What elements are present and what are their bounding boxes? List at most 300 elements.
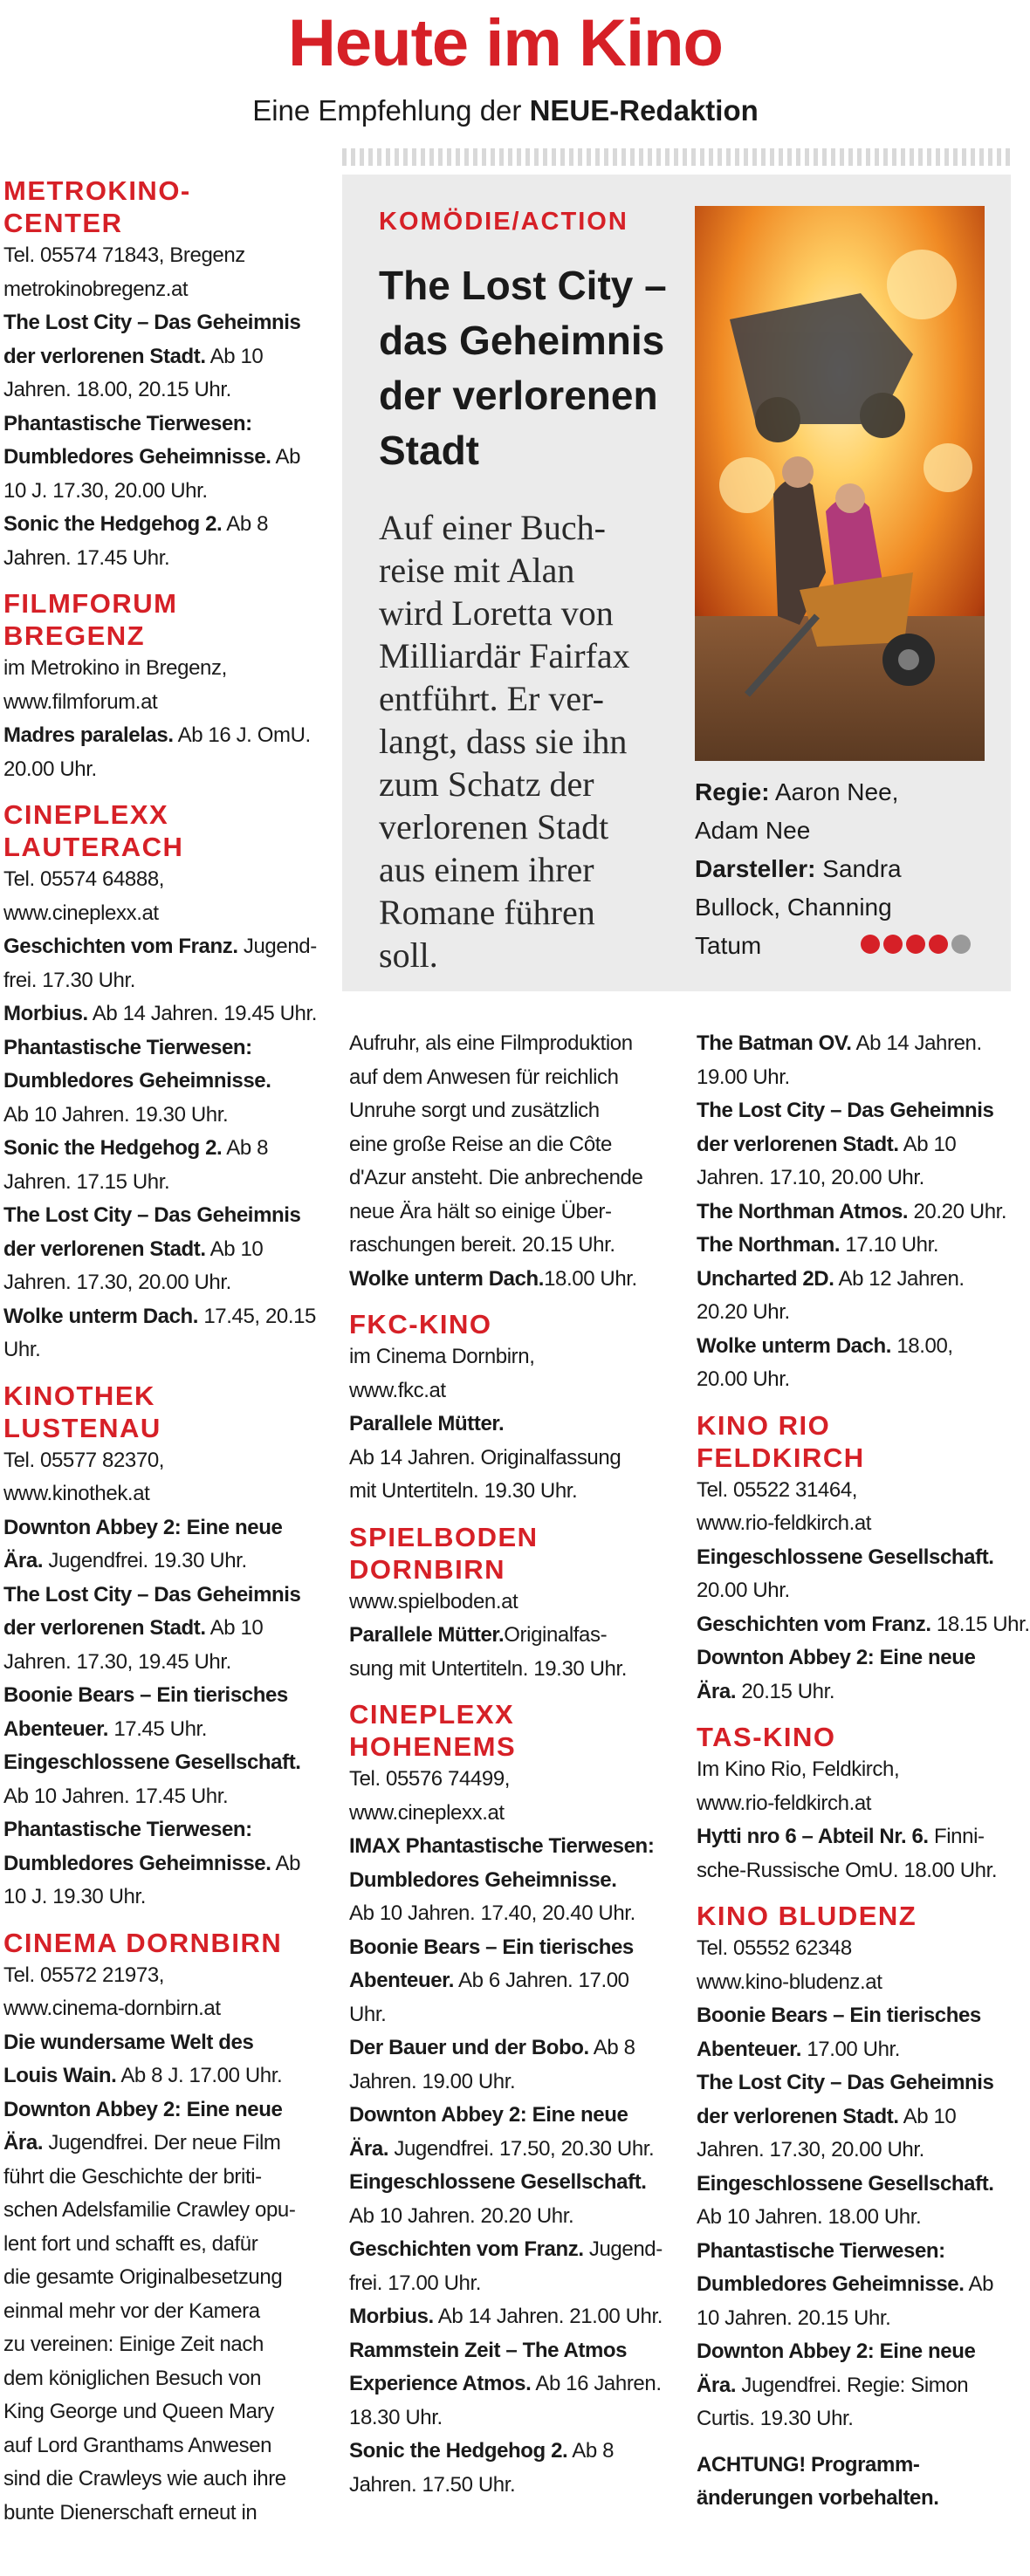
listing-text: zu vereinen: Einige Zeit nach (3, 2333, 264, 2356)
movie-title: der verlorenen Stadt. (697, 2104, 899, 2128)
listing-text: Ab 14 Jahren. 21.00 Uhr. (433, 2305, 663, 2328)
listing-line (697, 1999, 1011, 2033)
listing-line (349, 2469, 679, 2503)
venue-heading: LAUTERACH (3, 832, 184, 862)
movie-title: Rammstein Zeit – The Atmos (349, 2338, 628, 2362)
listing-line (3, 273, 333, 307)
listing-text: 17.45 Uhr. (108, 1716, 208, 1741)
listing-line (3, 2093, 333, 2127)
listing-line (697, 2201, 1011, 2235)
movie-title: The Batman OV. (697, 1031, 852, 1055)
feature-teaser-line: verlorenen Stadt (379, 807, 609, 846)
credit-cast-line-3: Tatum (695, 932, 762, 959)
listing-line (697, 2033, 1011, 2067)
listing-line (3, 1199, 333, 1233)
listing-text: 10 Jahren. 20.15 Uhr. (697, 2305, 891, 2330)
feature-title-line: Stadt (379, 428, 479, 473)
listing-text: Ab 10 Jahren. 17.40, 20.40 Uhr. (349, 1901, 635, 1925)
movie-title: Geschichten vom Franz. (3, 935, 238, 958)
rating-dot (906, 935, 925, 954)
listing-text: 18.00, (891, 1333, 953, 1358)
listing-text: raschungen bereit. 20.15 Uhr. (349, 1233, 615, 1257)
movie-title: Geschichten vom Franz. (349, 2237, 584, 2261)
listing-line (349, 1653, 679, 1687)
movie-title: The Lost City – Das Geheimnis (697, 2071, 994, 2094)
movie-title: Boonie Bears – Ein tierisches (697, 2004, 981, 2027)
listing-text: www.spielboden.at (349, 1589, 518, 1613)
rating-dot (951, 935, 971, 954)
venue-heading: FELDKIRCH (697, 1442, 865, 1473)
listing-line (349, 2435, 679, 2469)
listing-text: Tel. 05572 21973, (3, 1963, 165, 1987)
listing-line (349, 1442, 679, 1476)
listing-line (3, 863, 333, 897)
listing-line (3, 2127, 333, 2161)
listing-text: www.kino-bludenz.at (697, 1970, 882, 1994)
movie-title: Uncharted 2D. (697, 1266, 834, 1291)
listing-line (349, 2401, 679, 2436)
listing-line (3, 2059, 333, 2093)
movie-title: Geschichten vom Franz. (697, 1612, 931, 1636)
listing-text: Jugendfrei. Regie: Simon (736, 2373, 969, 2397)
listing-line (3, 1579, 333, 1613)
listing-text: www.cinema-dornbirn.at (3, 1997, 221, 2020)
listing-text: Jahren. 17.30, 20.00 Uhr. (697, 2138, 924, 2162)
feature-teaser-line: Milliardär Fairfax (379, 636, 630, 675)
venue-heading: CINEPLEXX (3, 799, 169, 830)
spacer (3, 575, 333, 587)
movie-title: Ära. (3, 2131, 44, 2155)
listing-text: Ab 16 Jahren. (531, 2372, 662, 2395)
listing-line (697, 1196, 1011, 1230)
venue-heading: HOHENEMS (349, 1731, 517, 1762)
movie-title: Ära. (349, 2136, 389, 2161)
movie-title: Parallele Mütter. (349, 1623, 505, 1647)
hatch-rule (342, 148, 1011, 166)
movie-title: Eingeschlossene Gesellschaft. (3, 1750, 301, 1774)
listing-text: Jahren. 17.30, 20.00 Uhr. (3, 1271, 231, 1294)
listing-text: lent fort und schafft es, dafür (3, 2231, 258, 2256)
listing-line (349, 1931, 679, 1965)
listing-line (3, 1099, 333, 1133)
listing-line (3, 1031, 333, 1065)
listing-line (3, 2026, 333, 2060)
listing-line (697, 1541, 1011, 1575)
venue-heading: METROKINO- (3, 175, 191, 206)
listing-line (697, 1363, 1011, 1397)
listing-text: www.cineplexx.at (3, 901, 159, 925)
feature-teaser-line: Romane führen (379, 893, 595, 932)
feature-teaser-line: aus einem ihrer (379, 850, 594, 889)
listing-line (349, 1619, 679, 1653)
listing-text: Jahren. 17.10, 20.00 Uhr. (697, 1166, 924, 1189)
movie-title: der verlorenen Stadt. (3, 1616, 206, 1640)
listing-text: Im Kino Rio, Feldkirch, (697, 1757, 900, 1781)
listing-text: Uhr. (349, 2002, 387, 2026)
listing-text: sche-Russische OmU. 18.00 Uhr. (697, 1858, 998, 1882)
listing-line (349, 1027, 679, 1061)
listing-line (697, 2100, 1011, 2134)
listing-text: 20.15 Uhr. (736, 1679, 835, 1703)
rating-dot (861, 935, 880, 954)
listing-line (3, 1612, 333, 1646)
venue-heading: DORNBIRN (349, 1553, 506, 1585)
listing-text: eine große Reise an die Côte (349, 1132, 612, 1156)
movie-title: Hytti nro 6 – Abteil Nr. 6. (697, 1825, 929, 1848)
venue-heading: KINO RIO (697, 1409, 831, 1441)
movie-title: Die wundersame Welt des (3, 2030, 254, 2054)
listing-text: sung mit Untertiteln. 19.30 Uhr. (349, 1656, 628, 1681)
listing-line (3, 2463, 333, 2497)
listing-line (349, 2233, 679, 2267)
movie-title: The Lost City – Das Geheimnis (3, 311, 301, 334)
listing-text: sind die Crawleys wie auch ihre (3, 2467, 286, 2490)
listing-line (349, 2267, 679, 2301)
listing-line (3, 964, 333, 998)
column-2 (349, 1027, 679, 2576)
listing-line (349, 1374, 679, 1408)
page-subtitle (0, 94, 1011, 127)
listing-line (3, 2295, 333, 2329)
listing-line (697, 2066, 1011, 2100)
listing-text: dem königlichen Besuch von (3, 2366, 262, 2390)
listing-line (3, 508, 333, 542)
listing-text: auf Lord Granthams Anwesen (3, 2433, 272, 2457)
listing-line (349, 1864, 679, 1898)
movie-title: Downton Abbey 2: Eine neue (3, 1515, 283, 1539)
listing-text: Ab 10 (205, 1237, 264, 1261)
listing-line (3, 1545, 333, 1579)
listing-text: d'Azur ansteht. Die anbrechende (349, 1166, 643, 1189)
listing-line (3, 1813, 333, 1847)
listing-line (349, 1229, 679, 1263)
listing-line (697, 1574, 1011, 1608)
listing-line (349, 2133, 679, 2167)
listing-text: neue Ära hält so einige Über- (349, 1199, 612, 1223)
listing-line (3, 2362, 333, 2396)
listing-text: einmal mehr vor der Kamera (3, 2299, 260, 2323)
listing-line (3, 340, 333, 374)
listing-line (349, 2031, 679, 2066)
movie-title: Wolke unterm Dach. (349, 1266, 545, 1291)
listing-line (349, 1061, 679, 1095)
listing-text: 20.20 Uhr. (697, 1300, 790, 1324)
venue-heading: FILMFORUM (3, 588, 178, 619)
listing-line (3, 1065, 333, 1099)
listing-line (3, 2261, 333, 2295)
listing-line (697, 2268, 1011, 2302)
listing-line (349, 2099, 679, 2133)
listing-text: Originalfas- (504, 1623, 608, 1647)
spacer (349, 1296, 679, 1308)
movie-title: Parallele Mütter. (349, 1412, 505, 1435)
listing-text: Ab 6 Jahren. 17.00 (454, 1969, 629, 1992)
feature-teaser-line: reise mit Alan (379, 551, 575, 590)
listing-line (3, 686, 333, 720)
column-3 (697, 1027, 1030, 2576)
listing-line (3, 1780, 333, 1814)
subtitle-brand: NEUE-Redaktion (529, 94, 759, 127)
cast-label: Darsteller: (695, 855, 816, 882)
credit-director-line (695, 773, 902, 812)
listing-line (3, 1646, 333, 1680)
listing-text: Ab 10 Jahren. 20.20 Uhr. (349, 2203, 574, 2228)
movie-title: Downton Abbey 2: Eine neue (697, 1646, 976, 1669)
listing-text: Ab 10 Jahren. 19.30 Uhr. (3, 1102, 229, 1127)
movie-title: Downton Abbey 2: Eine neue (697, 2340, 976, 2363)
listing-line (349, 1408, 679, 1442)
venue-heading: TAS-KINO (697, 1722, 836, 1752)
listing-text: Jahren. 17.50 Uhr. (349, 2472, 516, 2497)
rating-dot (883, 935, 903, 954)
listing-line (3, 2429, 333, 2463)
listing-line (349, 2300, 679, 2334)
spacer (349, 1686, 679, 1698)
movie-title: Downton Abbey 2: Eine neue (3, 2097, 283, 2121)
listing-line (349, 1763, 679, 1797)
listing-text: 20.00 Uhr. (3, 757, 97, 781)
movie-title: Boonie Bears – Ein tierisches (349, 1935, 634, 1959)
listing-line (3, 997, 333, 1031)
listing-line (3, 1477, 333, 1511)
movie-title: The Lost City – Das Geheimnis (3, 1582, 301, 1607)
movie-title: Phantastische Tierwesen: (3, 1035, 252, 1059)
feature-teaser-line: soll. (379, 935, 438, 975)
movie-title: Madres paralelas. (3, 723, 174, 747)
movie-title: Morbius. (349, 2305, 434, 2328)
venue-heading: KINO BLUDENZ (697, 1901, 917, 1931)
movie-title: Louis Wain. (3, 2064, 117, 2087)
listing-text: Ab 8 (222, 1136, 269, 1160)
listing-line (349, 1797, 679, 1831)
listing-text: Ab 10 (205, 344, 264, 368)
listing-line (3, 1266, 333, 1300)
listing-line (3, 239, 333, 273)
listing-line (697, 1296, 1011, 1330)
listing-line (349, 1964, 679, 1998)
listing-line (349, 2166, 679, 2200)
listing-text: 18.30 Uhr. (349, 2405, 443, 2429)
listing-line (3, 897, 333, 931)
listing-line (3, 2161, 333, 2195)
director-names: Aaron Nee, (769, 778, 899, 805)
listing-line (3, 1992, 333, 2026)
listing-line (3, 2194, 333, 2228)
listing-line (349, 1196, 679, 1230)
credit-director-line-2: Adam Nee (695, 817, 811, 844)
movie-title: Abenteuer. (3, 1716, 109, 1741)
listing-text: www.filmforum.at (3, 689, 158, 714)
listing-line (3, 753, 333, 787)
listing-line (3, 1679, 333, 1713)
venue-heading: SPIELBODEN (349, 1521, 539, 1552)
listing-text: 20.00 Uhr. (697, 1579, 790, 1602)
cast-names: Sandra (815, 855, 902, 882)
spacer (349, 1509, 679, 1521)
listing-line (349, 1475, 679, 1509)
listing-line (3, 652, 333, 686)
feature-teaser-line: langt, dass sie ihn (379, 722, 628, 761)
credit-cast-line (695, 850, 902, 888)
listing-line (697, 1061, 1011, 1095)
movie-title: der verlorenen Stadt. (3, 1237, 206, 1261)
listing-text: Tel. 05574 71843, Bregenz (3, 243, 245, 267)
listing-line (3, 1444, 333, 1478)
listing-line (3, 306, 333, 340)
listing-line (697, 2482, 1011, 2516)
listing-text: www.cineplexx.at (349, 1800, 505, 1825)
listing-text: Finni- (928, 1825, 985, 1848)
listing-text: Uhr. (3, 1338, 41, 1361)
movie-title: The Lost City – Das Geheimnis (697, 1099, 994, 1122)
listing-line (697, 2335, 1011, 2369)
column-1 (3, 175, 333, 2576)
listing-text: Jugendfrei. 17.50, 20.30 Uhr. (388, 2136, 655, 2161)
movie-title: Boonie Bears – Ein tierisches (3, 1683, 288, 1707)
listing-text: metrokinobregenz.at (3, 277, 189, 301)
listing-line (697, 1966, 1011, 2000)
movie-title: The Lost City – Das Geheimnis (3, 1203, 301, 1227)
listing-text: Ab 10 Jahren. 17.45 Uhr. (3, 1784, 229, 1808)
listing-line (349, 2200, 679, 2234)
listing-text: führt die Geschichte der briti- (3, 2164, 262, 2189)
movie-title: ACHTUNG! Programm- (697, 2452, 920, 2477)
listing-text: frei. 17.30 Uhr. (3, 968, 136, 992)
listing-line (697, 2402, 1011, 2436)
listing-line (349, 2367, 679, 2401)
spacer (697, 1887, 1011, 1900)
listing-line (3, 1511, 333, 1545)
listing-text: 19.00 Uhr. (697, 1065, 790, 1089)
listing-line (697, 1932, 1011, 1966)
listing-text: 10 J. 19.30 Uhr. (3, 1885, 147, 1908)
listing-text: Ab 8 (588, 2036, 635, 2059)
listing-line (3, 1746, 333, 1780)
listing-text: Jahren. 17.45 Uhr. (3, 545, 170, 570)
listing-text: Ab 8 (567, 2439, 615, 2463)
listing-line (3, 441, 333, 475)
feature-teaser-line: Auf einer Buch- (379, 508, 606, 547)
listing-text: Tel. 05577 82370, (3, 1448, 165, 1472)
listing-text: Aufruhr, als eine Filmproduktion (349, 1031, 633, 1055)
listing-text: Tel. 05552 62348 (697, 1936, 852, 1960)
movie-title: The Northman. (697, 1233, 841, 1257)
listing-text: Tel. 05522 31464, (697, 1477, 858, 1502)
listing-text: Jugendfrei. 19.30 Uhr. (43, 1549, 247, 1572)
rating-dot (929, 935, 948, 954)
listing-line (697, 2134, 1011, 2168)
subtitle-prefix: Eine Empfehlung der (252, 94, 530, 127)
movie-still-illustration (695, 206, 985, 761)
listing-text: die gesamte Originalbesetzung (3, 2265, 283, 2289)
listing-line (3, 1713, 333, 1747)
credit-cast-line-2: Bullock, Channing (695, 894, 892, 921)
listing-text: 20.20 Uhr. (908, 1199, 1007, 1223)
listing-text: im Cinema Dornbirn, (349, 1345, 535, 1368)
movie-title: Ära. (697, 2373, 737, 2397)
feature-title (379, 258, 667, 478)
listing-line (3, 1881, 333, 1915)
listing-line (3, 542, 333, 576)
listing-text: Ab 14 Jahren. (851, 1031, 982, 1055)
movie-title: Der Bauer und der Bobo. (349, 2036, 589, 2059)
listing-text: 17.10 Uhr. (840, 1233, 939, 1257)
listing-line (697, 1608, 1030, 1642)
venue-heading: CENTER (3, 208, 123, 238)
listing-text: Curtis. 19.30 Uhr. (697, 2407, 854, 2430)
listing-line (3, 930, 333, 964)
listing-text: Jahren. 18.00, 20.15 Uhr. (3, 378, 231, 401)
listing-line (349, 1340, 679, 1374)
listing-line (697, 1094, 1011, 1128)
listing-line (349, 2066, 679, 2100)
listing-text: frei. 17.00 Uhr. (349, 2271, 482, 2295)
movie-title: Eingeschlossene Gesellschaft. (349, 2170, 647, 2194)
listing-text: www.rio-feldkirch.at (697, 1511, 872, 1535)
listing-text: Ab 10 Jahren. 18.00 Uhr. (697, 2205, 922, 2229)
listing-text: Ab 10 (898, 2104, 957, 2128)
movie-title: Ära. (697, 1679, 737, 1703)
listing-text: 20.00 Uhr. (697, 1367, 790, 1391)
listing-line (3, 2497, 333, 2531)
movie-title: Abenteuer. (697, 2037, 802, 2061)
listing-line (697, 1128, 1011, 1162)
feature-title-line: das Geheimnis (379, 318, 665, 363)
movie-title: Dumbledores Geheimnisse. (3, 1069, 271, 1093)
listing-line (3, 1847, 333, 1881)
listing-line (349, 1897, 679, 1931)
movie-title: Dumbledores Geheimnisse. (3, 445, 271, 469)
listing-line (697, 1820, 1011, 1854)
spacer (3, 1915, 333, 1927)
movie-title: Dumbledores Geheimnisse. (697, 2272, 965, 2296)
listing-text: Ab 14 Jahren. Originalfassung (349, 1445, 621, 1470)
spacer (697, 2436, 1011, 2449)
venue-heading: BREGENZ (3, 620, 146, 651)
listing-text: 18.00 Uhr. (544, 1266, 637, 1291)
movie-title: Sonic the Hedgehog 2. (3, 512, 223, 536)
listing-line (349, 1998, 679, 2032)
listing-line (3, 1300, 333, 1334)
venue-heading: CINEPLEXX (349, 1699, 515, 1730)
listing-line (3, 408, 333, 442)
listing-line (3, 373, 333, 408)
movie-title: Experience Atmos. (349, 2372, 532, 2395)
listing-text: Ab 16 J. OmU. (173, 723, 311, 747)
movie-title: Phantastische Tierwesen: (697, 2238, 945, 2263)
listing-line (3, 1233, 333, 1267)
listing-text: 17.00 Uhr. (801, 2037, 901, 2061)
spacer (697, 1397, 1011, 1409)
movie-title: Morbius. (3, 1002, 88, 1025)
listing-line (697, 1474, 1011, 1508)
venue-heading: CINEMA DORNBIRN (3, 1927, 283, 1958)
listing-line (3, 2228, 333, 2262)
listing-line (697, 1263, 1011, 1297)
movie-title: Phantastische Tierwesen: (3, 411, 252, 435)
listing-line (697, 2235, 1011, 2269)
spacer (3, 786, 333, 798)
listing-text: Jugendfrei. Der neue Film (43, 2131, 281, 2155)
movie-title: Ära. (3, 1549, 44, 1572)
listing-text: schen Adelsfamilie Crawley opu- (3, 2198, 296, 2222)
listing-line (349, 2334, 679, 2368)
listing-text: Jugend- (237, 935, 317, 958)
listing-text: Ab 14 Jahren. 19.45 Uhr. (87, 1002, 317, 1025)
movie-title: Abenteuer. (349, 1969, 455, 1992)
listing-line (3, 2395, 333, 2429)
movie-title: Dumbledores Geheimnisse. (3, 1851, 271, 1875)
